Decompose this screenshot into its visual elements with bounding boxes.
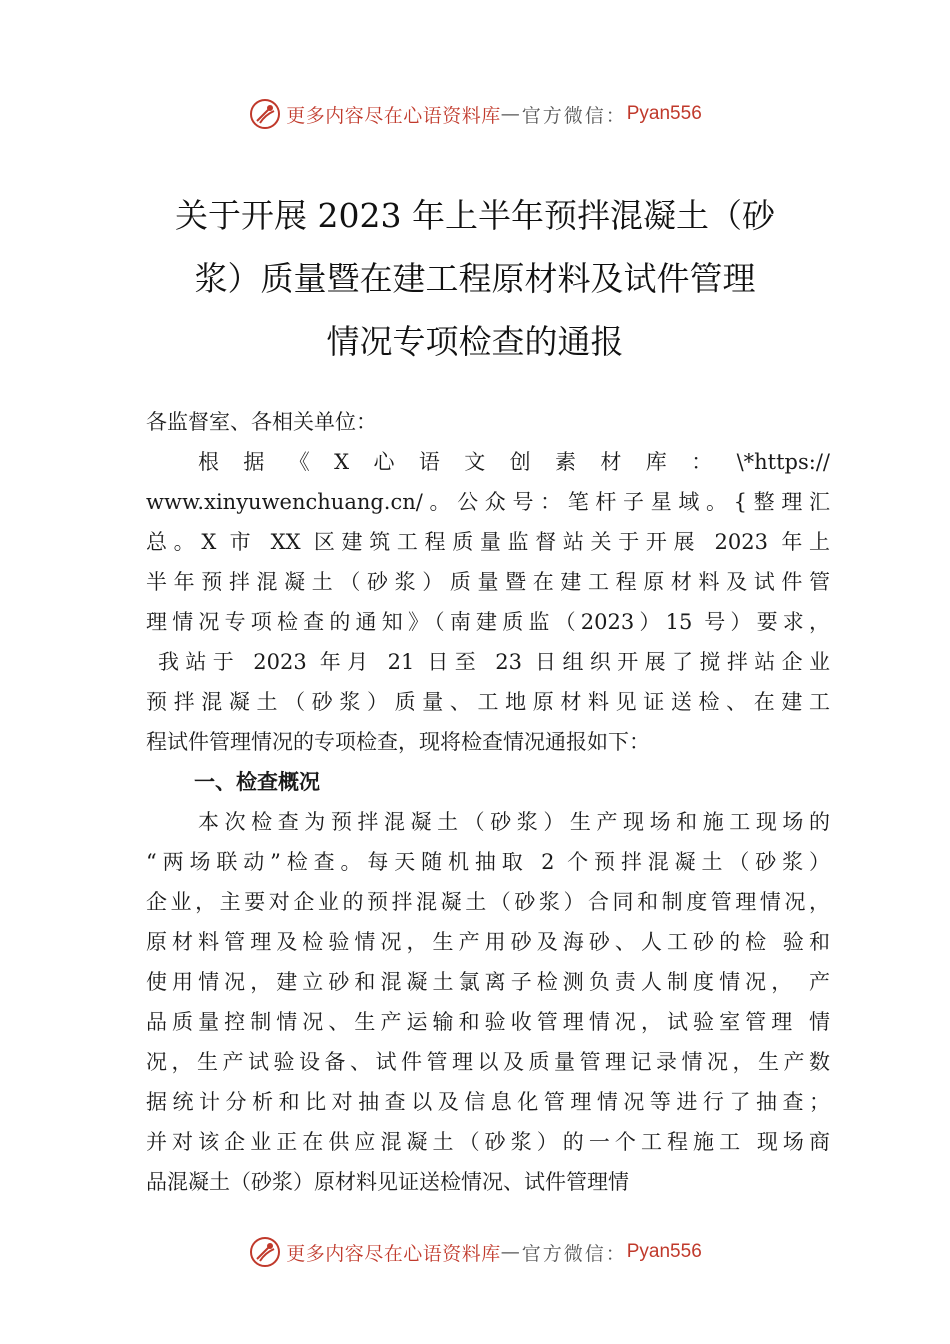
watermark-banner-top xyxy=(0,94,950,134)
title-line-3: 情况专项检查的通报 xyxy=(326,322,624,361)
paragraph-line: 总。X 市 XX 区建筑工程质量监督站关于开展 2023 年上 xyxy=(146,530,830,554)
banner-wechat-id: Pyan556 xyxy=(626,1241,702,1262)
logo-icon xyxy=(248,97,282,131)
paragraph-line: 品质量控制情况、生产运输和验收管理情况，试验室管理 情 xyxy=(146,1010,830,1034)
banner-prefix: 更多内容尽在心语资料库 xyxy=(286,104,501,127)
banner-separator: — xyxy=(500,103,522,125)
section-heading: 一、检查概况 xyxy=(194,770,320,794)
banner-prefix: 更多内容尽在心语资料库 xyxy=(286,1242,501,1265)
title-line-2: 浆）质量暨在建工程原材料及试件管理 xyxy=(194,259,756,298)
document-title xyxy=(100,184,850,373)
banner-separator: — xyxy=(500,1241,522,1263)
paragraph-line: 企业，主要对企业的预拌混凝土（砂浆）合同和制度管理情况， xyxy=(146,890,830,914)
title-line-1: 关于开展 2023 年上半年预拌混凝土（砂 xyxy=(175,196,775,235)
paragraph-line: 据统计分析和比对抽查以及信息化管理情况等进行了抽查； xyxy=(146,1090,830,1114)
banner-wechat-id: Pyan556 xyxy=(626,103,702,124)
paragraph-line: 使用情况，建立砂和混凝土氯离子检测负责人制度情况， 产 xyxy=(146,970,830,994)
document-body xyxy=(146,402,830,1202)
logo-icon xyxy=(248,1235,282,1269)
banner-wechat-label: 官方微信： xyxy=(521,1242,627,1265)
paragraph-line: 程试件管理情况的专项检查，现将检查情况通报如下： xyxy=(146,730,650,754)
paragraph-line: 品混凝土（砂浆）原材料见证送检情况、试件管理情 xyxy=(146,1170,629,1194)
paragraph-line: www.xinyuwenchuang.cn/。公众号：笔杆子星域。{整理汇 xyxy=(146,490,830,514)
paragraph-line: 我站于 2023 年月 21 日至 23 日组织开展了搅拌站企业 xyxy=(158,650,830,674)
banner-wechat-label: 官方微信： xyxy=(521,104,627,127)
paragraph-line: 半年预拌混凝土（砂浆）质量暨在建工程原材料及试件管 xyxy=(146,570,830,594)
salutation: 各监督室、各相关单位： xyxy=(146,410,377,434)
paragraph-line: 况，生产试验设备、试件管理以及质量管理记录情况，生产数 xyxy=(146,1050,830,1074)
paragraph-line: 并对该企业正在供应混凝土（砂浆）的一个工程施工 现场商 xyxy=(146,1130,830,1154)
paragraph-line: 根据《X心语文创素材库：\*https:// xyxy=(198,450,830,474)
watermark-banner-bottom xyxy=(0,1232,950,1272)
paragraph-line: 预拌混凝土（砂浆）质量、工地原材料见证送检、在建工 xyxy=(146,690,830,714)
paragraph-line: 原材料管理及检验情况，生产用砂及海砂、人工砂的检 验和 xyxy=(146,930,830,954)
paragraph-line: 本次检查为预拌混凝土（砂浆）生产现场和施工现场的 xyxy=(198,810,830,834)
paragraph-line: 理情况专项检查的通知》（南建质监（2023）15 号）要求， xyxy=(146,610,830,634)
paragraph-line: “两场联动”检查。每天随机抽取 2 个预拌混凝土（砂浆） xyxy=(146,850,830,874)
